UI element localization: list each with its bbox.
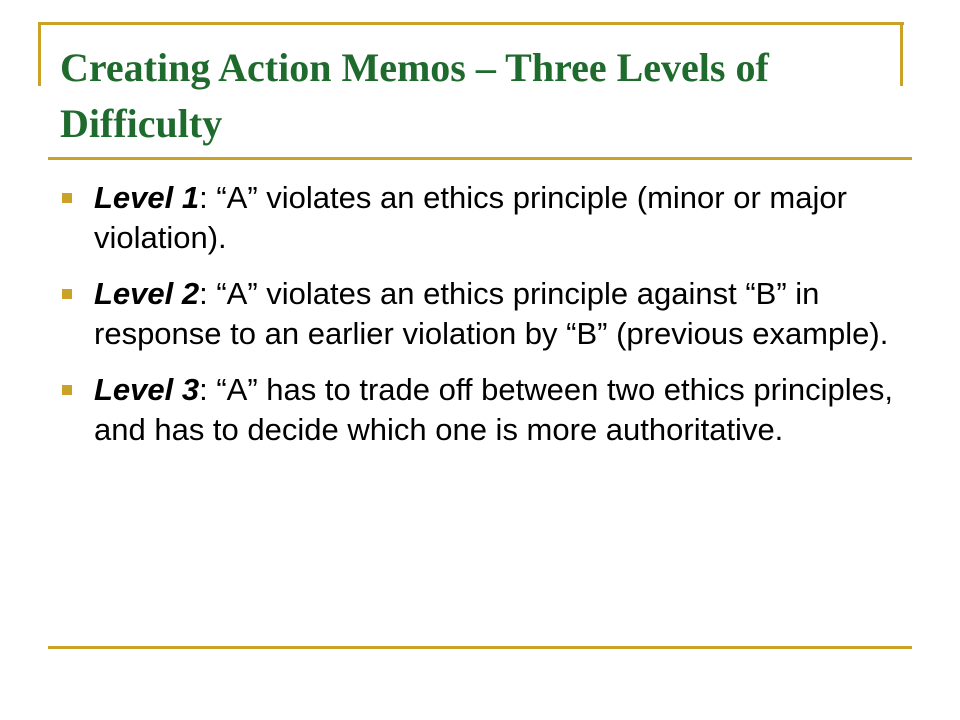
square-bullet-icon — [62, 289, 72, 299]
square-bullet-icon — [62, 385, 72, 395]
frame-right-rule — [900, 22, 903, 86]
bullet-text: : “A” violates an ethics principle against “B” in response to an earlier violation by “B” (previous example). — [94, 276, 889, 351]
level-label: Level 1 — [94, 180, 200, 215]
bullet-text: : “A” violates an ethics principle (minor or major violation). — [94, 180, 847, 255]
bottom-divider — [48, 646, 912, 649]
frame-left-rule — [38, 22, 41, 86]
frame-top-rule — [38, 22, 904, 25]
slide-title: Creating Action Memos – Three Levels of Difficulty — [60, 45, 769, 146]
bullet-list — [60, 178, 900, 466]
bullet-item-level-1 — [60, 178, 900, 258]
bullet-text: : “A” has to trade off between two ethics principles, and has to decide which one is more authoritative. — [94, 372, 893, 447]
square-bullet-icon — [62, 193, 72, 203]
bullet-item-level-3 — [60, 370, 900, 450]
level-label: Level 2 — [94, 276, 200, 311]
bullet-item-level-2 — [60, 274, 900, 354]
title-divider — [48, 157, 912, 160]
level-label: Level 3 — [94, 372, 200, 407]
